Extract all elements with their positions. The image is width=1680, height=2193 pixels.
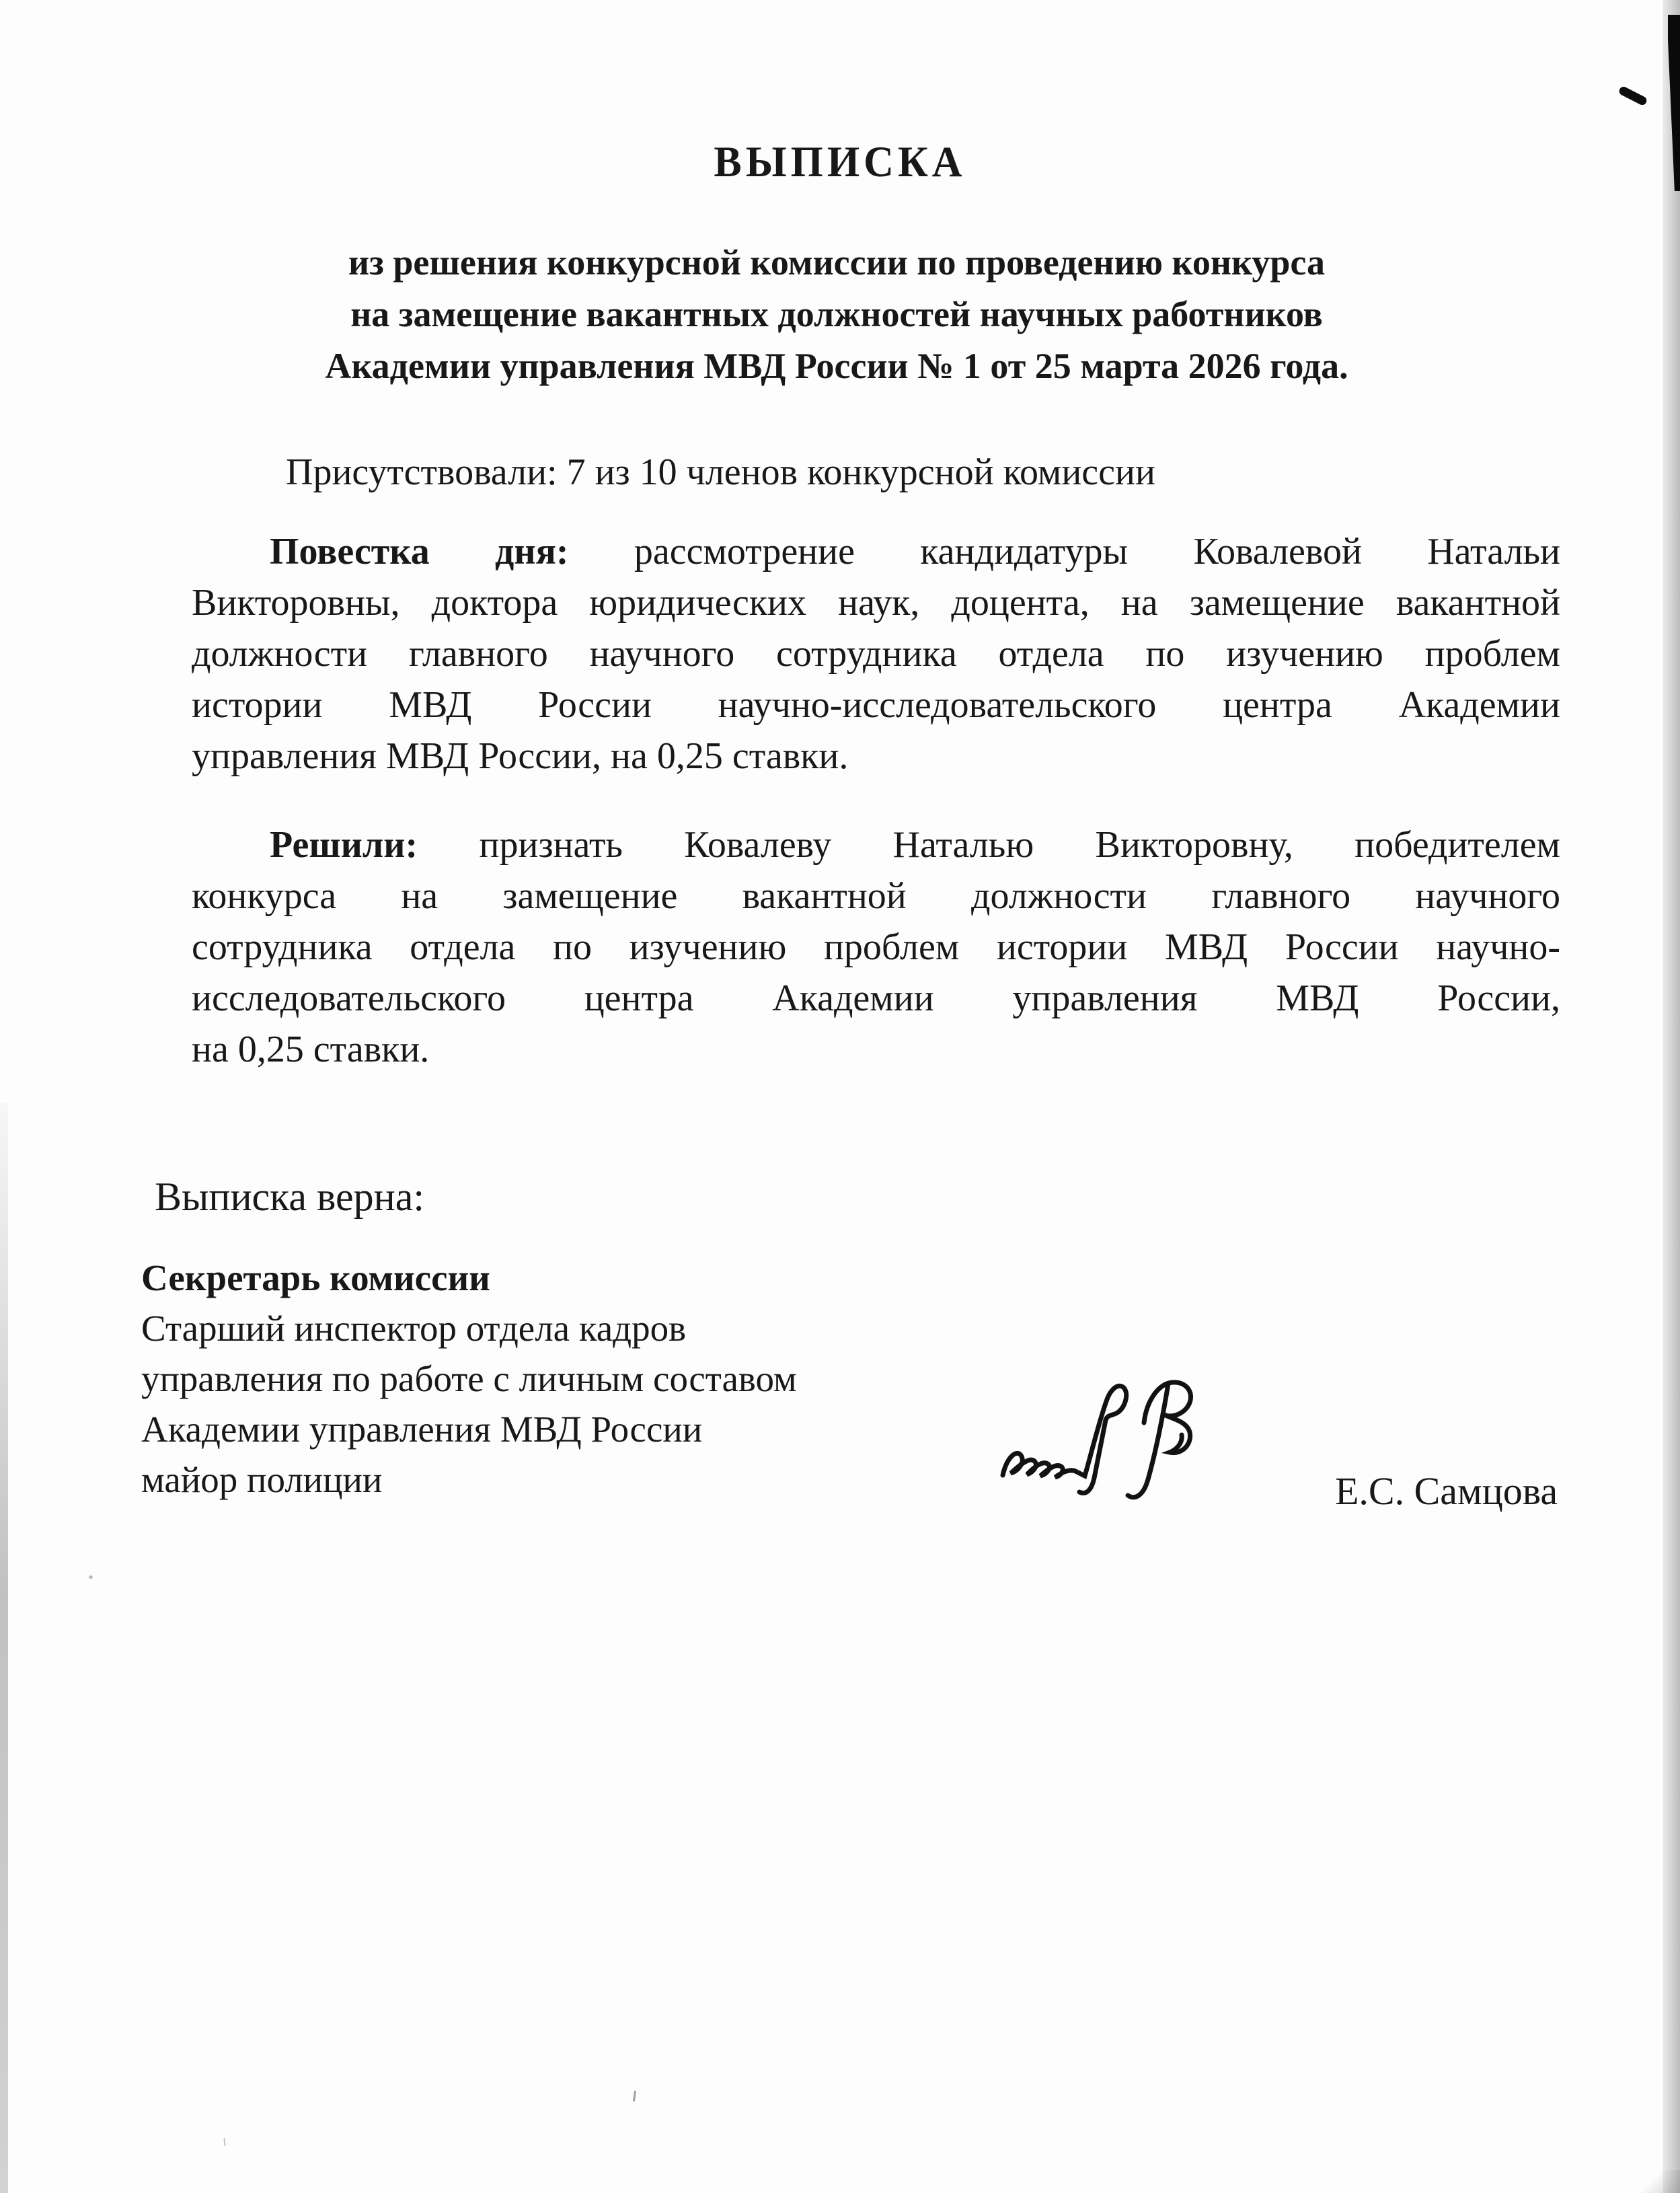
paragraph-line [192, 819, 1560, 870]
agenda-line-text: рассмотрение кандидатуры Ковалевой Натальи [634, 531, 1561, 572]
scan-edge-left [0, 1103, 8, 2193]
paragraph-line: конкурса на замещение вакантной должности главного научного [192, 875, 1560, 917]
agenda-paragraph [192, 526, 1560, 782]
decision-line-text: признать Ковалеву Наталью Викторовну, победителем [479, 824, 1560, 866]
signer-role-line: управления по работе с личным составом [141, 1358, 797, 1399]
scan-edge-right [1663, 0, 1680, 2193]
decision-paragraph [192, 819, 1560, 1075]
paragraph-line: на 0,25 ставки. [192, 1029, 430, 1070]
handwritten-signature-icon [992, 1362, 1248, 1514]
signer-role-line: Академии управления МВД России [141, 1409, 703, 1450]
signer-name: Е.С. Самцова [1335, 1469, 1558, 1513]
subtitle-line: Академии управления МВД России № 1 от 25 марта 2026 года. [325, 346, 1348, 386]
paragraph-line: управления МВД России, на 0,25 ставки. [192, 735, 849, 777]
scan-edge-corner [1633, 2170, 1680, 2193]
paragraph-line: истории МВД России научно-исследовательского центра Академии [192, 684, 1560, 726]
pen-stroke-mark-icon [1617, 85, 1648, 107]
attendance-line: Присутствовали: 7 из 10 членов конкурсной комиссии [286, 451, 1155, 493]
decision-lead: Решили: [270, 824, 418, 866]
paragraph-line: сотрудника отдела по изучению проблем истории МВД России научно- [192, 926, 1560, 968]
agenda-lead: Повестка дня: [270, 531, 569, 572]
paragraph-line [192, 526, 1560, 577]
document-title: ВЫПИСКА [714, 138, 966, 186]
subtitle-line: из решения конкурсной комиссии по проведению конкурса [348, 242, 1325, 283]
certification-line: Выписка верна: [155, 1175, 425, 1219]
paragraph-line: исследовательского центра Академии управления МВД России, [192, 977, 1560, 1019]
paragraph-line: должности главного научного сотрудника отдела по изучению проблем [192, 633, 1560, 675]
scan-speck [223, 2138, 225, 2146]
document-subtitle [0, 237, 1673, 392]
subtitle-line: на замещение вакантных должностей научных работников [350, 294, 1323, 334]
paragraph-line: Викторовны, доктора юридических наук, доцента, на замещение вакантной [192, 582, 1560, 624]
signer-role-line: Старший инспектор отдела кадров [141, 1308, 687, 1349]
scan-speck [633, 2091, 636, 2102]
signer-role-line: майор полиции [141, 1459, 383, 1500]
signer-role-title: Секретарь комиссии [141, 1257, 490, 1298]
scan-speck [89, 1575, 93, 1579]
signature-block [141, 1253, 797, 1505]
